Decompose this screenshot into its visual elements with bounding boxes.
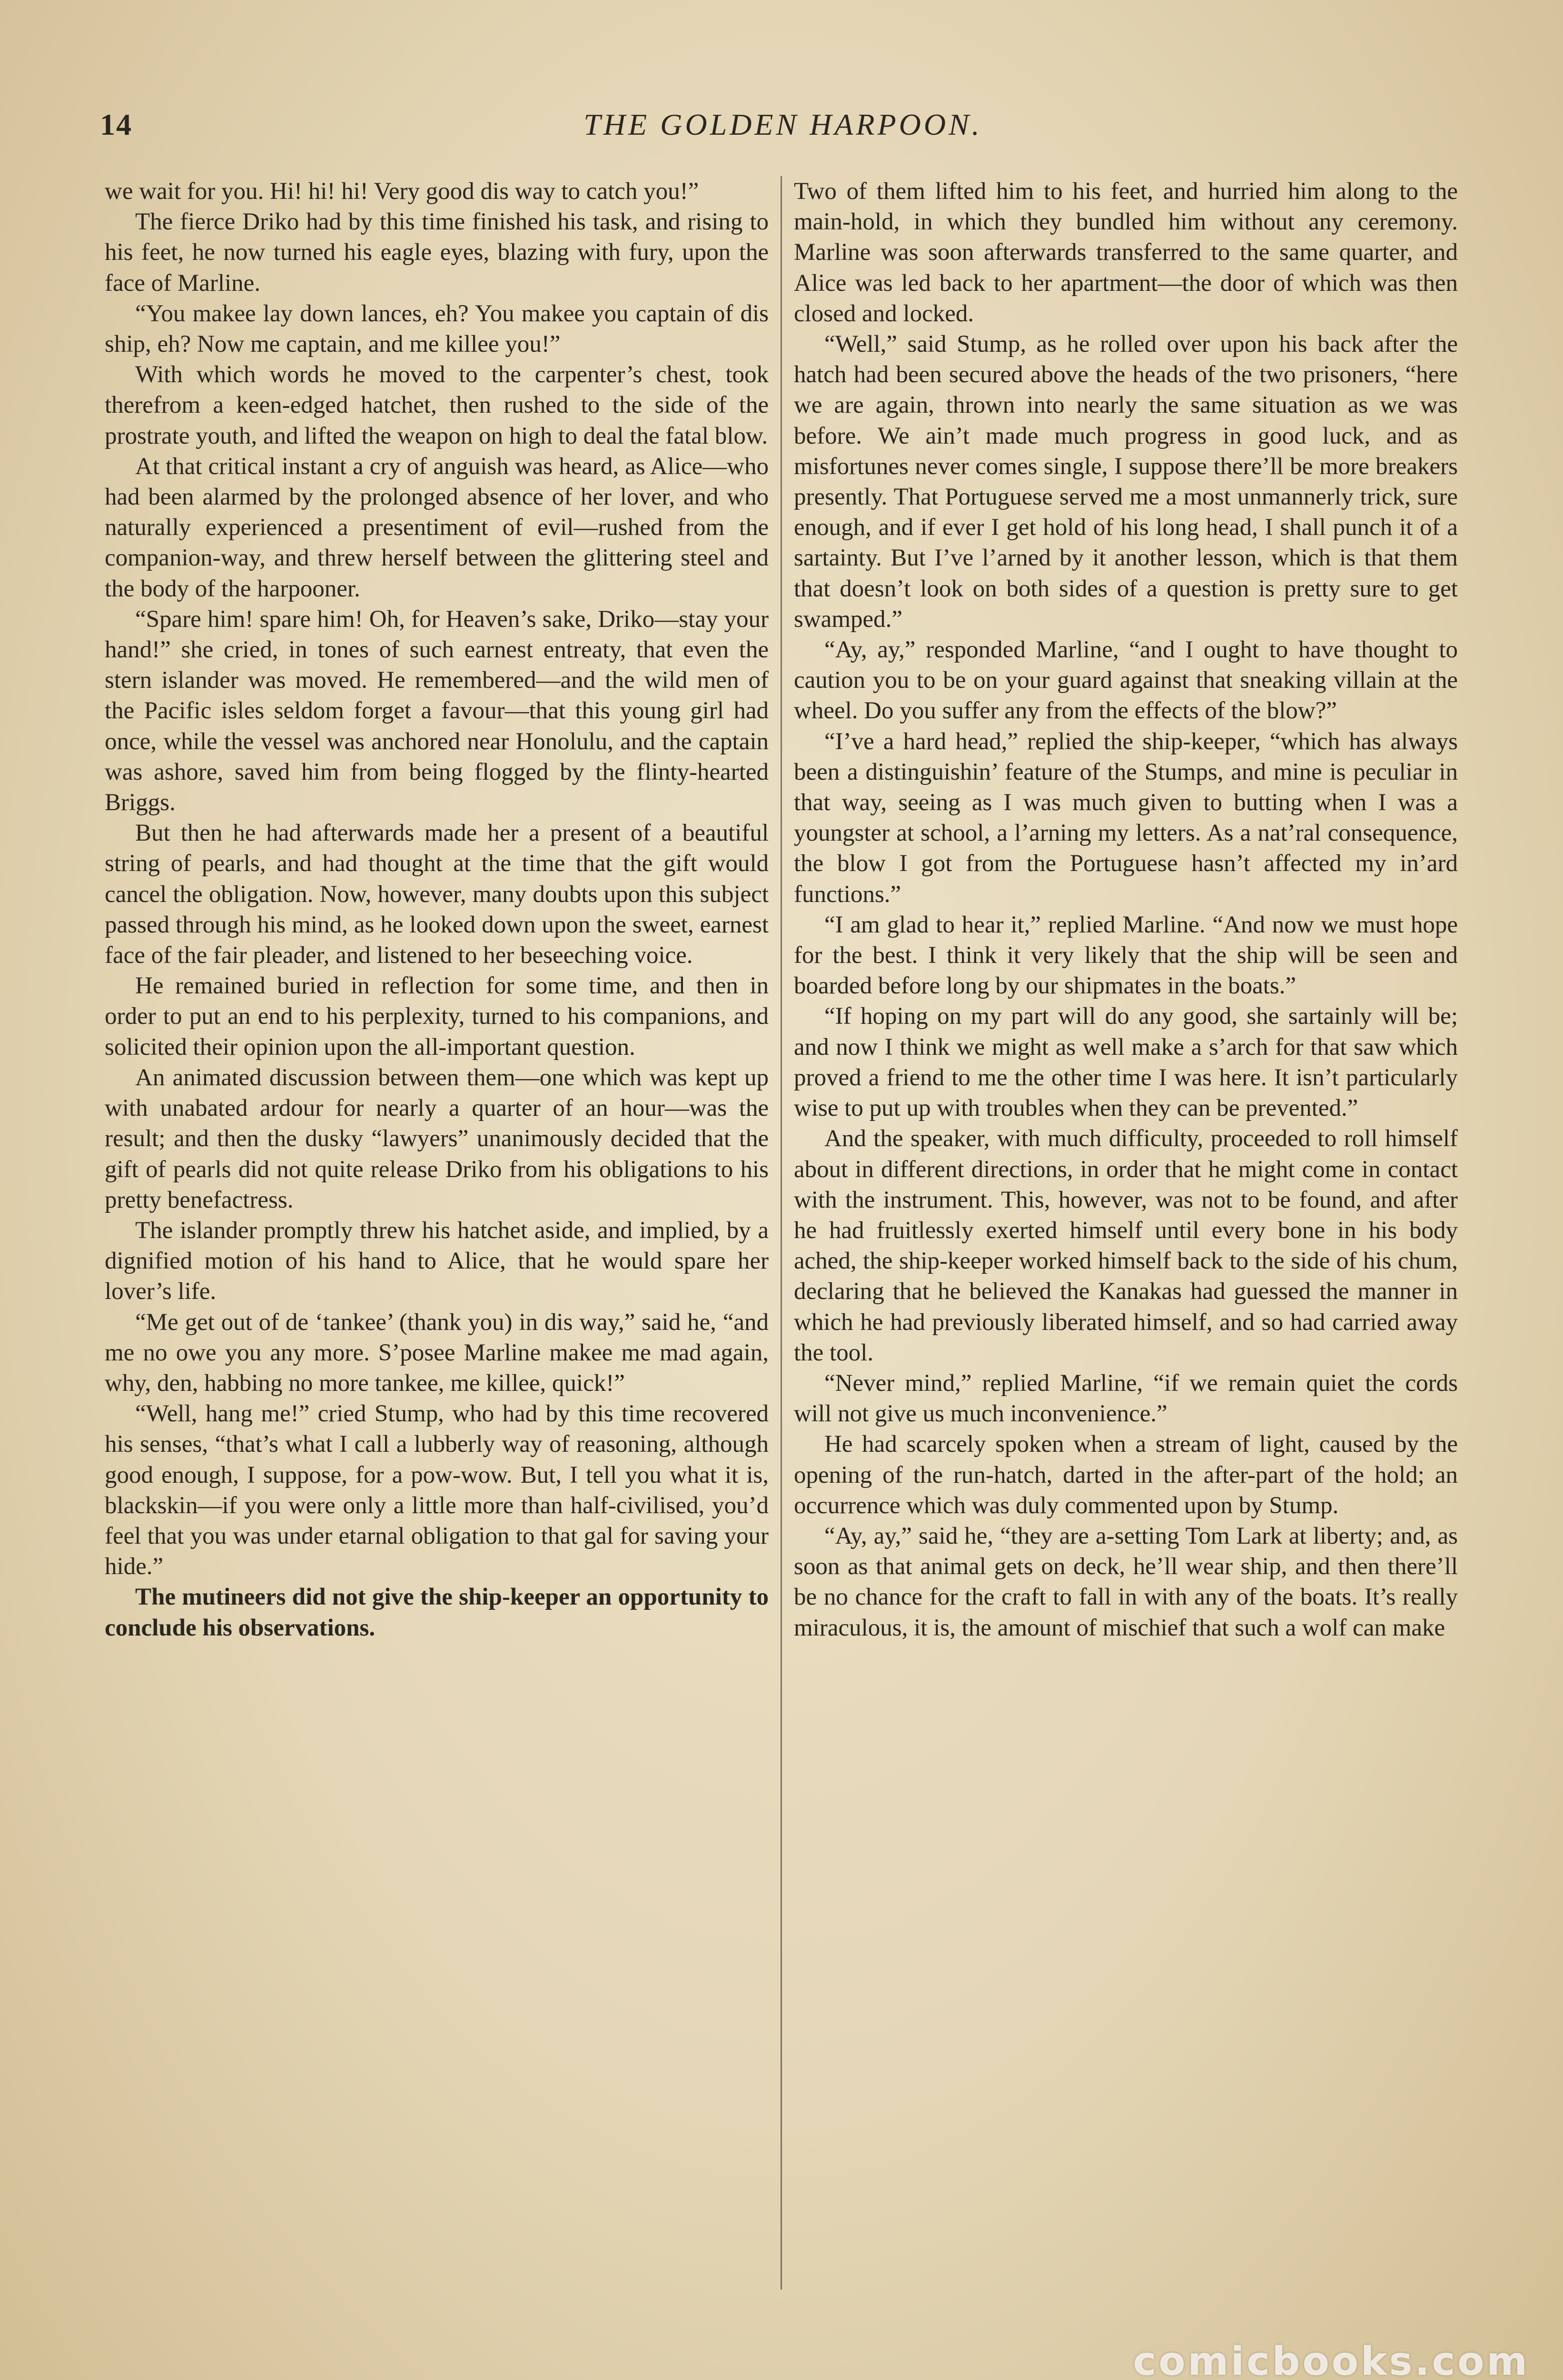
paragraph: He remained buried in reflection for some time, and then in order to put an end to his perplexity, turned to his companions, and solicited their opinion upon the all-important question. bbox=[105, 972, 769, 1061]
paragraph: “Ay, ay,” responded Marline, “and I ought to have thought to caution you to be on your guard against that sneaking villain at the wheel. Do you suffer any from the effects of the blow?” bbox=[794, 636, 1458, 724]
right-column bbox=[794, 176, 1458, 2299]
paragraph: “You makee lay down lances, eh? You makee you captain of dis ship, eh? Now me captain, and me killee you!” bbox=[105, 300, 769, 358]
paragraph: The fierce Driko had by this time finished his task, and rising to his feet, he now turned his eagle eyes, blazing with fury, upon the face of Marline. bbox=[105, 208, 769, 297]
paragraph: And the speaker, with much difficulty, proceeded to roll himself about in different directions, in order that he might come in contact with the instrument. This, however, was not to be found, and after he had fruitlessly exerted himself until every bone in his body ached, the ship-keeper worked himself back to the side of his chum, declaring that he believed the Kanakas had guessed the manner in which he had previously liberated himself, and so had carried away the tool. bbox=[794, 1125, 1458, 1366]
paragraph: “Well, hang me!” cried Stump, who had by this time recovered his senses, “that’s what I call a lubberly way of reasoning, although good enough, I suppose, for a pow-wow. But, I tell you what it is, blackskin—if you were only a little more than half-civilised, you’d feel that you was under etarnal obligation to that gal for saving your hide.” bbox=[105, 1400, 769, 1580]
paragraph: With which words he moved to the carpenter’s chest, took therefrom a keen-edged hatchet, then rushed to the side of the prostrate youth, and lifted the weapon on high to deal the fatal blow. bbox=[105, 361, 769, 449]
page-number: 14 bbox=[100, 108, 132, 141]
running-title: THE GOLDEN HARPOON. bbox=[584, 108, 982, 141]
paragraph: “Spare him! spare him! Oh, for Heaven’s sake, Driko—stay your hand!” she cried, in tones of such earnest entreaty, that even the stern islander was moved. He remembered—and the wild men of the Pacific isles seldom forget a favour—that this young girl had once, while the vessel was anchored near Honolulu, and the captain was ashore, saved him from being flogged by the flinty-hearted Briggs. bbox=[105, 605, 769, 816]
source-watermark: comicbooks.com bbox=[1133, 2339, 1530, 2380]
paragraph: He had scarcely spoken when a stream of light, caused by the opening of the run-hatch, darted in the after-part of the hold; an occurrence which was duly commented upon by Stump. bbox=[794, 1431, 1458, 1519]
paragraph: “Never mind,” replied Marline, “if we remain quiet the cords will not give us much inconvenience.” bbox=[794, 1369, 1458, 1428]
paragraph: At that critical instant a cry of anguish was heard, as Alice—who had been alarmed by the prolonged absence of her lover, and who naturally experienced a presentiment of evil—rushed from the companion-way, and threw herself between the glittering steel and the body of the harpooner. bbox=[105, 453, 769, 602]
page-header bbox=[100, 107, 1466, 155]
column-divider bbox=[781, 176, 782, 2290]
paragraph: “If hoping on my part will do any good, she sartainly will be; and now I think we might as well make a s’arch for that saw which proved a friend to me the other time I was here. It isn’t particularly wise to put up with troubles when they can be prevented.” bbox=[794, 1003, 1458, 1122]
paragraph: But then he had afterwards made her a present of a beautiful string of pearls, and had thought at the time that the gift would cancel the obligation. Now, however, many doubts upon this subject passed through his mind, as he looked down upon the sweet, earnest face of the fair pleader, and listened to her beseeching voice. bbox=[105, 820, 769, 969]
paragraph: “I am glad to hear it,” replied Marline. “And now we must hope for the best. I think it very likely that the ship will be seen and boarded before long by our shipmates in the boats.” bbox=[794, 911, 1458, 1000]
paragraph: we wait for you. Hi! hi! hi! Very good dis way to catch you!” bbox=[105, 178, 699, 205]
paragraph: “Well,” said Stump, as he rolled over upon his back after the hatch had been secured above the heads of the two prisoners, “here we are again, thrown into nearly the same situation as we was before. We ain’t made much progress in good luck, and as misfortunes never comes single, I suppose there’ll be more breakers presently. That Portuguese served me a most unmannerly trick, sure enough, and if ever I get hold of his long head, I shall punch it of a sartainty. But I’ve l’arned by it another lesson, which is that them that doesn’t look on both sides of a question is pretty sure to get swamped.” bbox=[794, 331, 1458, 633]
left-column bbox=[105, 176, 769, 2299]
paragraph: An animated discussion between them—one which was kept up with unabated ardour for nearly a quarter of an hour—was the result; and then the dusky “lawyers” unanimously decided that the gift of pearls did not quite release Driko from his obligations to his pretty benefactress. bbox=[105, 1064, 769, 1213]
paragraph: The islander promptly threw his hatchet aside, and implied, by a dignified motion of his hand to Alice, that he would spare her lover’s life. bbox=[105, 1217, 769, 1305]
paragraph: The mutineers did not give the ship-keeper an opportunity to conclude his observations. bbox=[105, 1584, 769, 1641]
paragraph: “I’ve a hard head,” replied the ship-keeper, “which has always been a distinguishin’ feature of the Stumps, and mine is peculiar in that way, seeing as I was much given to butting when I was a youngster at school, a l’arning my letters. As a nat’ral consequence, the blow I got from the Portuguese hasn’t affected my in’ard functions.” bbox=[794, 728, 1458, 908]
paragraph: Two of them lifted him to his feet, and hurried him along to the main-hold, in which they bundled him without any ceremony. Marline was soon afterwards transferred to the same quarter, and Alice was led back to her apartment—the door of which was then closed and locked. bbox=[794, 178, 1458, 327]
paragraph: “Me get out of de ‘tankee’ (thank you) in dis way,” said he, “and me no owe you any more. S’posee Marline makee me mad again, why, den, habbing no more tankee, me killee, quick!” bbox=[105, 1309, 769, 1397]
paragraph: “Ay, ay,” said he, “they are a-setting Tom Lark at liberty; and, as soon as that animal gets on deck, he’ll wear ship, and then there’ll be no chance for the craft to fall in with any of the boats. It’s really miraculous, it is, the amount of mischief that such a wolf can make bbox=[794, 1522, 1458, 1641]
